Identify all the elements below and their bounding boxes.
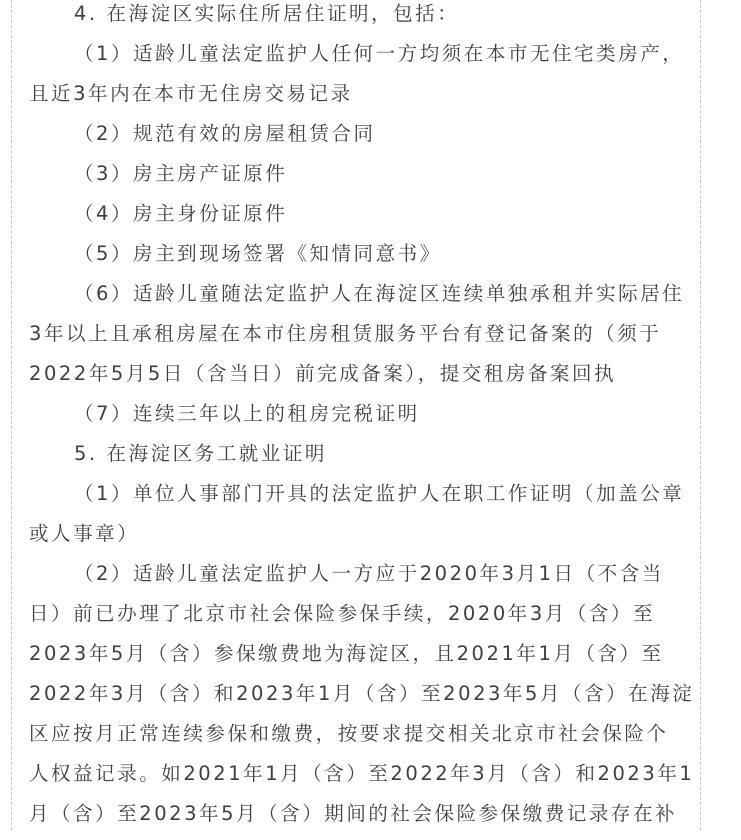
paragraph-4-3: （3）房主房产证原件	[74, 162, 288, 185]
left-dashed-divider	[11, 0, 13, 830]
paragraph-5-2-line-4: 2022年3月（含）和2023年1月（含）至2023年5月（含）在海淀	[29, 682, 695, 705]
paragraph-4-4: （4）房主身份证原件	[74, 202, 288, 225]
paragraph-4-2: （2）规范有效的房屋租赁合同	[74, 122, 376, 145]
paragraph-5-2-line-3: 2023年5月（含）参保缴费地为海淀区，且2021年1月（含）至	[29, 642, 664, 665]
paragraph-4-6-line-3: 2022年5月5日（含当日）前完成备案），提交租房备案回执	[29, 362, 617, 385]
paragraph-5-1-line-2: 或人事章）	[29, 522, 140, 545]
paragraph-4-1-line-1: （1）适龄儿童法定监护人任何一方均须在本市无住宅类房产，	[74, 42, 685, 65]
paragraph-5-2-line-2: 日）前已办理了北京市社会保险参保手续，2020年3月（含）至	[29, 602, 656, 625]
document-text	[29, 0, 700, 840]
paragraph-4-7: （7）连续三年以上的租房完税证明	[74, 402, 420, 425]
paragraph-5-2-line-6: 人权益记录。如2021年1月（含）至2022年3月（含）和2023年1	[29, 762, 695, 785]
paragraph-5-2-line-7: 月（含）至2023年5月（含）期间的社会保险参保缴费记录存在补	[29, 802, 678, 825]
paragraph-5-2-line-1: （2）适龄儿童法定监护人一方应于2020年3月1日（不含当	[74, 562, 664, 585]
paragraph-4-1-line-2: 且近3年内在本市无住房交易记录	[29, 82, 353, 105]
paragraph-4-5: （5）房主到现场签署《知情同意书》	[74, 242, 442, 265]
right-dashed-divider	[700, 0, 702, 830]
section-5-heading: 5. 在海淀区务工就业证明	[74, 442, 327, 465]
section-4-heading: 4. 在海淀区实际住所居住证明，包括：	[74, 2, 460, 25]
paragraph-4-6-line-1: （6）适龄儿童随法定监护人在海淀区连续单独承租并实际居住	[74, 282, 685, 305]
paragraph-4-6-line-2: 3年以上且承租房屋在本市住房租赁服务平台有登记备案的（须于	[29, 322, 662, 345]
paragraph-5-2-line-5: 区应按月正常连续参保和缴费，按要求提交相关北京市社会保险个	[29, 722, 669, 745]
paragraph-5-1-line-1: （1）单位人事部门开具的法定监护人在职工作证明（加盖公章	[74, 482, 685, 505]
